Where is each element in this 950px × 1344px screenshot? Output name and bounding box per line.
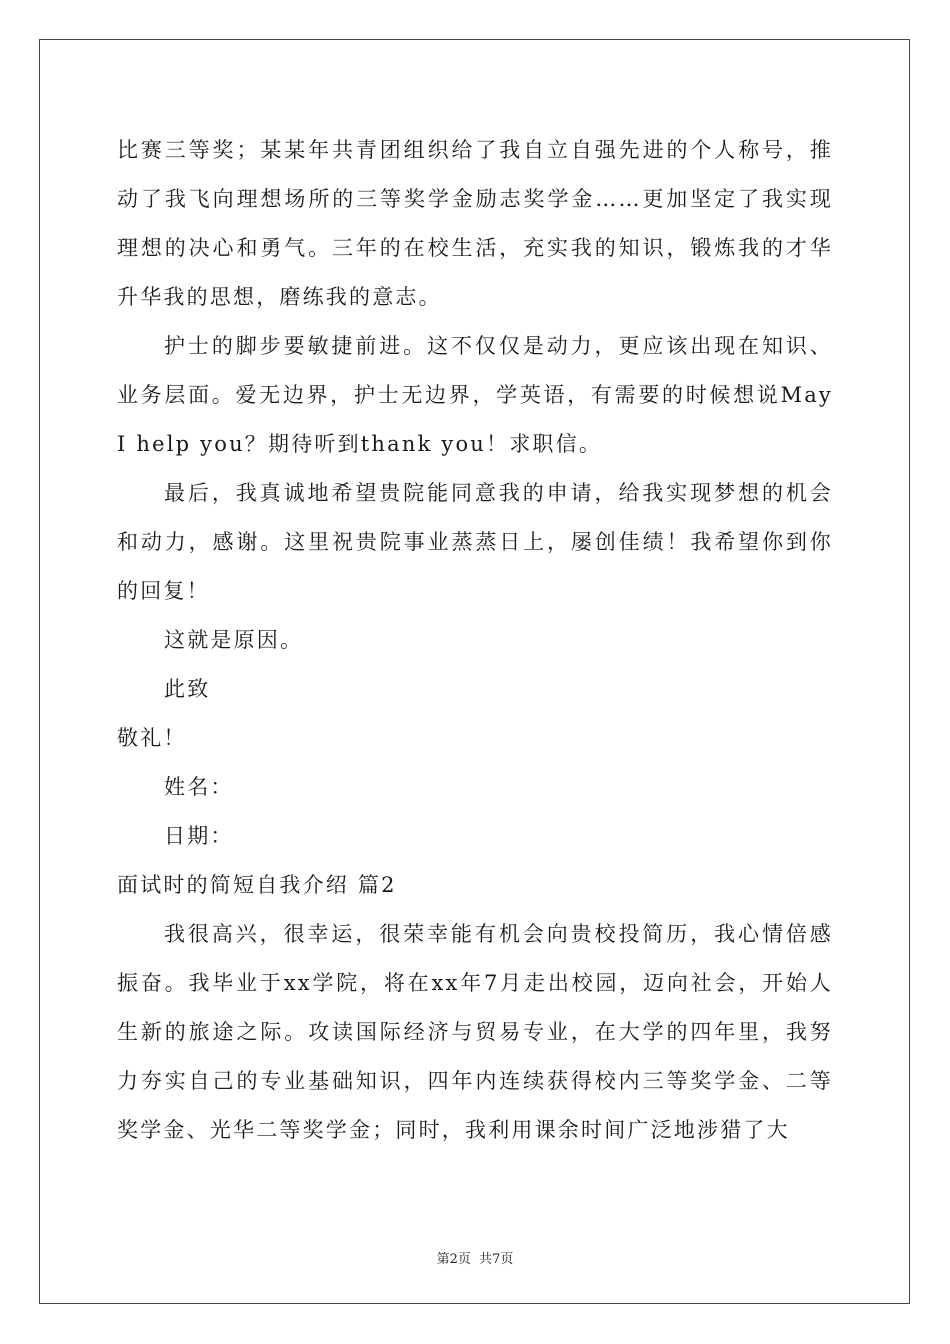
page-footer	[0, 1248, 950, 1267]
paragraph-1: 比赛三等奖；某某年共青团组织给了我自立自强先进的个人称号，推动了我飞向理想场所的三等奖学金励志奖学金……更加坚定了我实现理想的决心和勇气。三年的在校生活，充实我的知识，锻炼我的才华升华我的思想，磨练我的意志。	[117, 138, 833, 309]
page-number: 第2页	[436, 1252, 471, 1267]
section-heading: 面试时的简短自我介绍 篇2	[117, 873, 397, 897]
paragraph-3: 最后，我真诚地希望贵院能同意我的申请，给我实现梦想的机会和动力，感谢。这里祝贵院事业蒸蒸日上，屡创佳绩！我希望你到你的回复！	[117, 481, 833, 603]
paragraph-4: 这就是原因。	[164, 628, 304, 652]
signature-name: 姓名：	[164, 775, 234, 799]
paragraph-5: 我很高兴，很幸运，很荣幸能有机会向贵校投简历，我心情倍感振奋。我毕业于xx学院，将在xx年7月走出校园，迈向社会，开始人生新的旅途之际。攻读国际经济与贸易专业，在大学的四年里，我努力夯实自己的专业基础知识，四年内连续获得校内三等奖学金、二等奖学金、光华二等奖学金；同时，我利用课余时间广泛地涉猎了大	[117, 922, 833, 1142]
page-total: 共7页	[479, 1252, 514, 1267]
signature-date: 日期：	[164, 824, 234, 848]
closing-salutation: 此致	[164, 677, 211, 701]
document-body	[117, 126, 833, 1155]
closing-regards: 敬礼！	[117, 726, 187, 750]
paragraph-2: 护士的脚步要敏捷前进。这不仅仅是动力，更应该出现在知识、业务层面。爱无边界，护士无边界，学英语，有需要的时候想说May I help you？期待听到thank you！求职信。	[117, 334, 833, 456]
